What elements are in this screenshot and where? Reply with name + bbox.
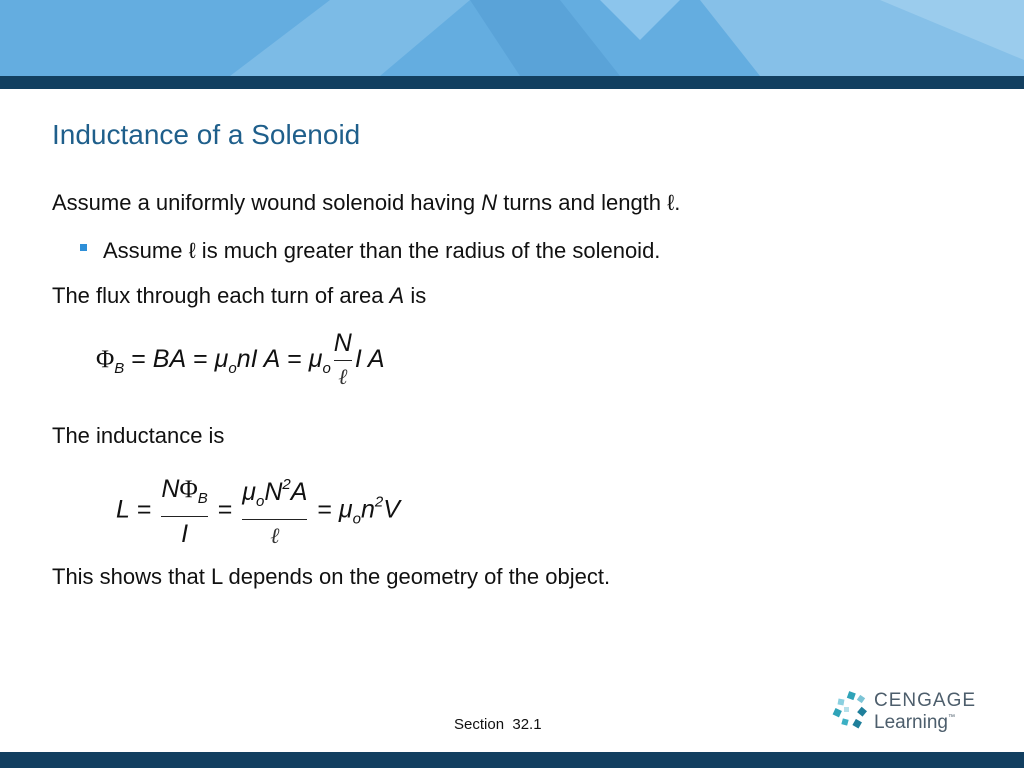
eq2-frac1-phi: Φ	[179, 475, 198, 503]
eq1-equals-3: =	[280, 345, 309, 374]
header-decoration	[0, 0, 1024, 76]
eq1-nIA: nI A	[236, 345, 281, 374]
eq1-BA: BA	[152, 345, 187, 374]
text-line-1-b: turns and length ℓ.	[497, 190, 681, 215]
equation-flux	[96, 326, 385, 395]
eq2-n-sup: 2	[374, 493, 384, 511]
eq2-frac1-N: N	[161, 474, 180, 503]
eq1-mu-2: μ	[308, 345, 323, 374]
eq2-fraction-1	[161, 472, 207, 551]
bullet-text-1: Assume ℓ is much greater than the radius of the solenoid.	[103, 238, 661, 263]
eq2-fraction-2	[242, 468, 307, 554]
eq2-frac1-num	[161, 472, 207, 516]
section-label: Section 32.1	[454, 716, 542, 733]
eq2-frac2-N: N	[264, 478, 283, 506]
eq2-frac2-sup: 2	[282, 476, 291, 493]
eq2-n: n	[360, 495, 375, 524]
eq1-fraction	[334, 326, 352, 395]
text-line-2	[52, 283, 426, 309]
eq2-frac2-num	[242, 468, 307, 519]
eq2-mu-sub: o	[352, 510, 361, 528]
slide-title: Inductance of a Solenoid	[52, 119, 361, 150]
text-line-1	[52, 190, 680, 216]
eq1-mu-2-sub: o	[322, 360, 331, 378]
eq2-V: V	[383, 495, 400, 524]
eq2-frac2-mu-sub: o	[255, 493, 265, 510]
eq2-frac1-den: I	[181, 519, 189, 548]
bullet-marker	[80, 244, 87, 251]
eq2-frac2-den: ℓ	[270, 524, 280, 549]
text-line-2-a: The flux through each turn of area	[52, 283, 390, 308]
eq1-equals-2: =	[186, 345, 215, 374]
eq1-mu-1: μ	[214, 345, 229, 374]
header-banner	[0, 0, 1024, 76]
eq1-frac-num: N	[333, 329, 352, 357]
eq1-phi-sub: B	[114, 360, 125, 378]
eq2-frac2-A: A	[290, 478, 308, 506]
text-line-3: The inductance is	[52, 423, 225, 448]
eq2-equals-3: =	[310, 495, 339, 524]
logo-text-cengage: CENGAGE	[874, 690, 977, 711]
eq1-tail: I A	[354, 345, 385, 374]
logo-learning-word: Learning	[874, 712, 948, 733]
eq2-L: L	[116, 495, 130, 524]
logo-trademark: ™	[947, 714, 955, 721]
eq2-frac1-sub: B	[197, 489, 208, 507]
cengage-logo	[832, 690, 982, 738]
eq1-frac-den: ℓ	[338, 365, 348, 390]
text-line-1-a: Assume a uniformly wound solenoid having	[52, 190, 482, 215]
eq2-frac2-mu: μ	[242, 478, 256, 506]
footer-bar	[0, 752, 1024, 768]
text-line-2-b: is	[404, 283, 427, 308]
cengage-logo-mark-icon	[832, 690, 872, 738]
eq1-equals-1: =	[124, 345, 153, 374]
eq2-equals-1: =	[129, 495, 159, 524]
eq1-phi: Φ	[96, 346, 115, 374]
text-line-1-N: N	[481, 190, 498, 215]
text-line-4: This shows that L depends on the geometry of the object.	[52, 564, 611, 589]
text-line-2-A: A	[389, 283, 405, 308]
eq2-equals-2: =	[210, 495, 240, 524]
logo-text-learning	[874, 712, 955, 734]
equation-inductance	[116, 468, 400, 554]
eq1-mu-1-sub: o	[228, 360, 237, 378]
eq2-mu: μ	[338, 495, 353, 524]
header-stripe	[0, 76, 1024, 89]
